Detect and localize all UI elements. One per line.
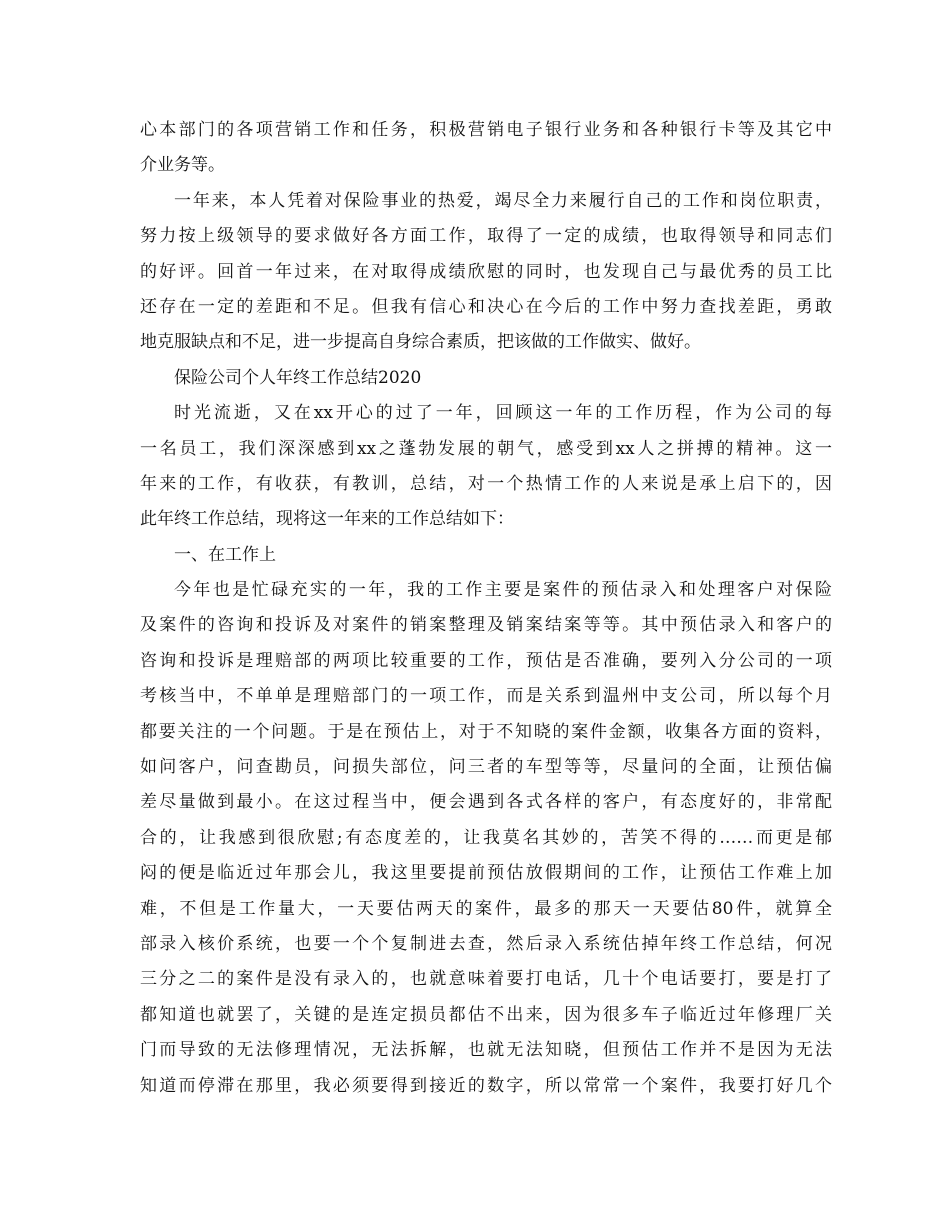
document-line: 都知道也就罢了，关键的是连定损员都估不出来，因为很多车子临近过年修理厂关 xyxy=(140,1004,832,1025)
document-line: 咨询和投诉是理赔部的两项比较重要的工作，预估是否准确，要列入分公司的一项 xyxy=(140,650,832,671)
document-line: 闷的便是临近过年那会儿，我这里要提前预估放假期间的工作，让预估工作难上加 xyxy=(140,863,832,884)
document-line: 保险公司个人年终工作总结2020 xyxy=(174,367,422,388)
document-line: 都要关注的一个问题。于是在预估上，对于不知晓的案件金额，收集各方面的资料， xyxy=(140,721,832,742)
document-line: 介业务等。 xyxy=(140,155,225,176)
document-line: 心本部门的各项营销工作和任务，积极营销电子银行业务和各种银行卡等及其它中 xyxy=(140,120,832,140)
document-line: 及案件的咨询和投诉及对案件的销案整理及销案结案等等。其中预估录入和客户的 xyxy=(140,615,832,636)
document-line: 如问客户，问查勘员，问损失部位，问三者的车型等等，尽量问的全面，让预估偏 xyxy=(140,757,832,778)
document-line: 难，不但是工作量大，一天要估两天的案件，最多的那天一天要估80件，就算全 xyxy=(140,898,832,919)
document-line: 地克服缺点和不足，进一步提高自身综合素质，把该做的工作做实、做好。 xyxy=(140,332,701,353)
document-line: 一年来，本人凭着对保险事业的热爱，竭尽全力来履行自己的工作和岗位职责， xyxy=(174,190,832,211)
document-line: 合的，让我感到很欣慰;有态度差的，让我莫名其妙的，苦笑不得的……而更是郁 xyxy=(140,827,832,848)
document-line: 考核当中，不单单是理赔部门的一项工作，而是关系到温州中支公司，所以每个月 xyxy=(140,686,832,707)
document-line: 还存在一定的差距和不足。但我有信心和决心在今后的工作中努力查找差距，勇敢 xyxy=(140,296,832,317)
document-line: 年来的工作，有收获，有教训，总结，对一个热情工作的人来说是承上启下的，因 xyxy=(140,473,832,494)
document-line: 知道而停滞在那里，我必须要得到接近的数字，所以常常一个案件，我要打好几个 xyxy=(140,1075,832,1096)
document-line: 门而导致的无法修理情况，无法拆解，也就无法知晓，但预估工作并不是因为无法 xyxy=(140,1040,832,1061)
document-line: 今年也是忙碌充实的一年，我的工作主要是案件的预估录入和处理客户对保险 xyxy=(174,580,832,601)
document-line: 努力按上级领导的要求做好各方面工作，取得了一定的成绩，也取得领导和同志们 xyxy=(140,226,832,247)
document-line: 部录入核价系统，也要一个个复制进去查，然后录入系统估掉年终工作总结，何况 xyxy=(140,933,832,954)
document-line: 一名员工，我们深深感到xx之蓬勃发展的朝气，感受到xx人之拼搏的精神。这一 xyxy=(140,438,832,459)
document-line: 一、在工作上 xyxy=(174,544,276,565)
document-line: 此年终工作总结，现将这一年来的工作总结如下： xyxy=(140,509,514,530)
document-line: 三分之二的案件是没有录入的，也就意味着要打电话，几十个电话要打，要是打了 xyxy=(140,969,832,990)
document-body xyxy=(140,113,832,1104)
document-line: 的好评。回首一年过来，在对取得成绩欣慰的同时，也发现自己与最优秀的员工比 xyxy=(140,261,832,282)
document-line: 差尽量做到最小。在这过程当中，便会遇到各式各样的客户，有态度好的，非常配 xyxy=(140,792,832,813)
document-line: 时光流逝，又在xx开心的过了一年，回顾这一年的工作历程，作为公司的每 xyxy=(174,403,832,424)
